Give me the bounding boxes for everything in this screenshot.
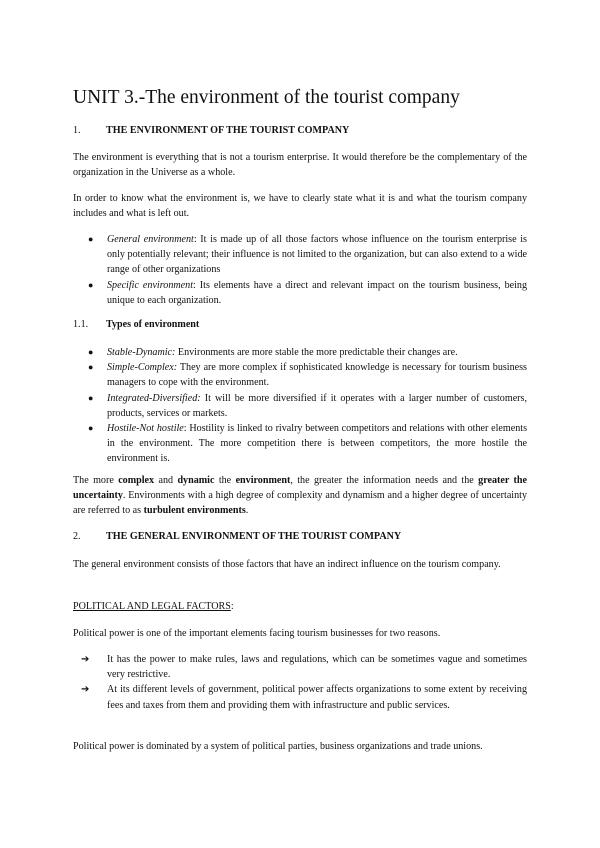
emphasis-dynamic: dynamic xyxy=(177,475,215,486)
text-run: the xyxy=(214,475,236,486)
list-term: Simple-Complex: xyxy=(107,362,178,374)
paragraph: In order to know what the environment is, we have to clearly state what it is and what the tourism company includes and what is left out. xyxy=(73,193,527,220)
emphasis-complex: complex xyxy=(118,475,155,486)
list-item xyxy=(81,682,527,712)
subheading-political-legal: POLITICAL AND LEGAL FACTORS xyxy=(73,601,231,612)
paragraph: Political power is one of the important elements facing tourism businesses for two reasons. xyxy=(73,628,441,639)
text-run: . Environments with a high degree of complexity and dynamism and a higher degree of uncertainty are referred to as xyxy=(73,490,527,517)
list-item xyxy=(88,360,527,390)
emphasis-environment: environment xyxy=(235,475,291,486)
paragraph: Political power is dominated by a system of political parties, business organizations and trade unions. xyxy=(73,741,483,752)
arrow-right-icon: ➔ xyxy=(81,684,90,696)
subheading-line xyxy=(73,599,527,614)
text-run: The more xyxy=(73,475,119,486)
emphasis-turbulent-environments: turbulent environments xyxy=(143,505,246,517)
bullet-icon: ● xyxy=(88,347,94,357)
paragraph: The environment is everything that is not a tourism enterprise. It would therefore be the complementary of the organization in the Universe as a whole. xyxy=(73,152,527,179)
unit-title: UNIT 3.-The environment of the tourist company xyxy=(73,87,460,108)
list-item xyxy=(88,345,527,360)
list-term: Hostile-Not hostile xyxy=(107,423,184,435)
section-number: 1.1. xyxy=(73,319,89,330)
bullet-icon: ● xyxy=(88,392,94,403)
section-title: Types of environment xyxy=(106,319,200,330)
paragraph: The general environment consists of those factors that have an indirect influence on the tourism company. xyxy=(73,559,501,570)
list-text: It has the power to make rules, laws and regulations, which can be sometimes vague and sometimes very restrictive. xyxy=(107,654,527,681)
bullet-list xyxy=(88,345,528,467)
section-number: 2. xyxy=(73,531,81,542)
list-term: Specific environment xyxy=(107,279,194,291)
list-item xyxy=(88,421,528,467)
list-text: Environments are more stable the more predictable their changes are. xyxy=(175,347,458,358)
summary-paragraph xyxy=(73,473,527,519)
list-item xyxy=(81,652,527,682)
list-text: They are more complex if sophisticated knowledge is necessary for tourism business managers to cope with the environment. xyxy=(107,362,527,389)
arrow-list xyxy=(81,652,527,713)
list-text: : Its elements have a direct and relevant impact on the tourism business, being unique to each organization. xyxy=(107,279,527,306)
bullet-list xyxy=(88,232,527,308)
list-text: : Hostility is linked to rivalry between competitors and relations with other elements in the environment. The more competition there is between competitors, the more hostile the environment is. xyxy=(107,423,528,465)
bullet-icon: ● xyxy=(88,234,94,244)
bullet-icon: ● xyxy=(88,279,94,290)
list-item xyxy=(88,232,527,278)
emphasis-greater-uncertainty: greater the uncertainty xyxy=(73,475,527,502)
list-item xyxy=(88,391,527,421)
list-term: Integrated-Diversified: xyxy=(107,392,201,404)
bullet-icon: ● xyxy=(88,423,94,434)
text-run: : xyxy=(230,601,234,612)
list-term: General environment xyxy=(107,234,194,245)
text-run: . xyxy=(245,505,249,517)
text-run: and xyxy=(154,475,178,486)
bullet-icon: ● xyxy=(88,362,94,373)
section-title: THE GENERAL ENVIRONMENT OF THE TOURIST COMPANY xyxy=(106,531,402,542)
list-term: Stable-Dynamic: xyxy=(107,347,176,358)
text-run: , the greater the information needs and the xyxy=(290,475,479,486)
list-text: At its different levels of government, political power affects organizations to some extent by receiving fees and taxes from them and providing them with infrastructure and public services. xyxy=(107,684,527,711)
list-text: : It is made up of all those factors whose influence on the tourism enterprise is only potentially relevant; their influence is not limited to the organization, but can also extend to a wide range of other organizations xyxy=(107,234,527,276)
section-number: 1. xyxy=(73,125,81,136)
list-item xyxy=(88,278,527,308)
section-title: THE ENVIRONMENT OF THE TOURIST COMPANY xyxy=(106,125,350,136)
arrow-right-icon: ➔ xyxy=(81,654,90,665)
list-text: It will be more diversified if it operates with a larger number of customers, products, services or markets. xyxy=(107,392,527,419)
